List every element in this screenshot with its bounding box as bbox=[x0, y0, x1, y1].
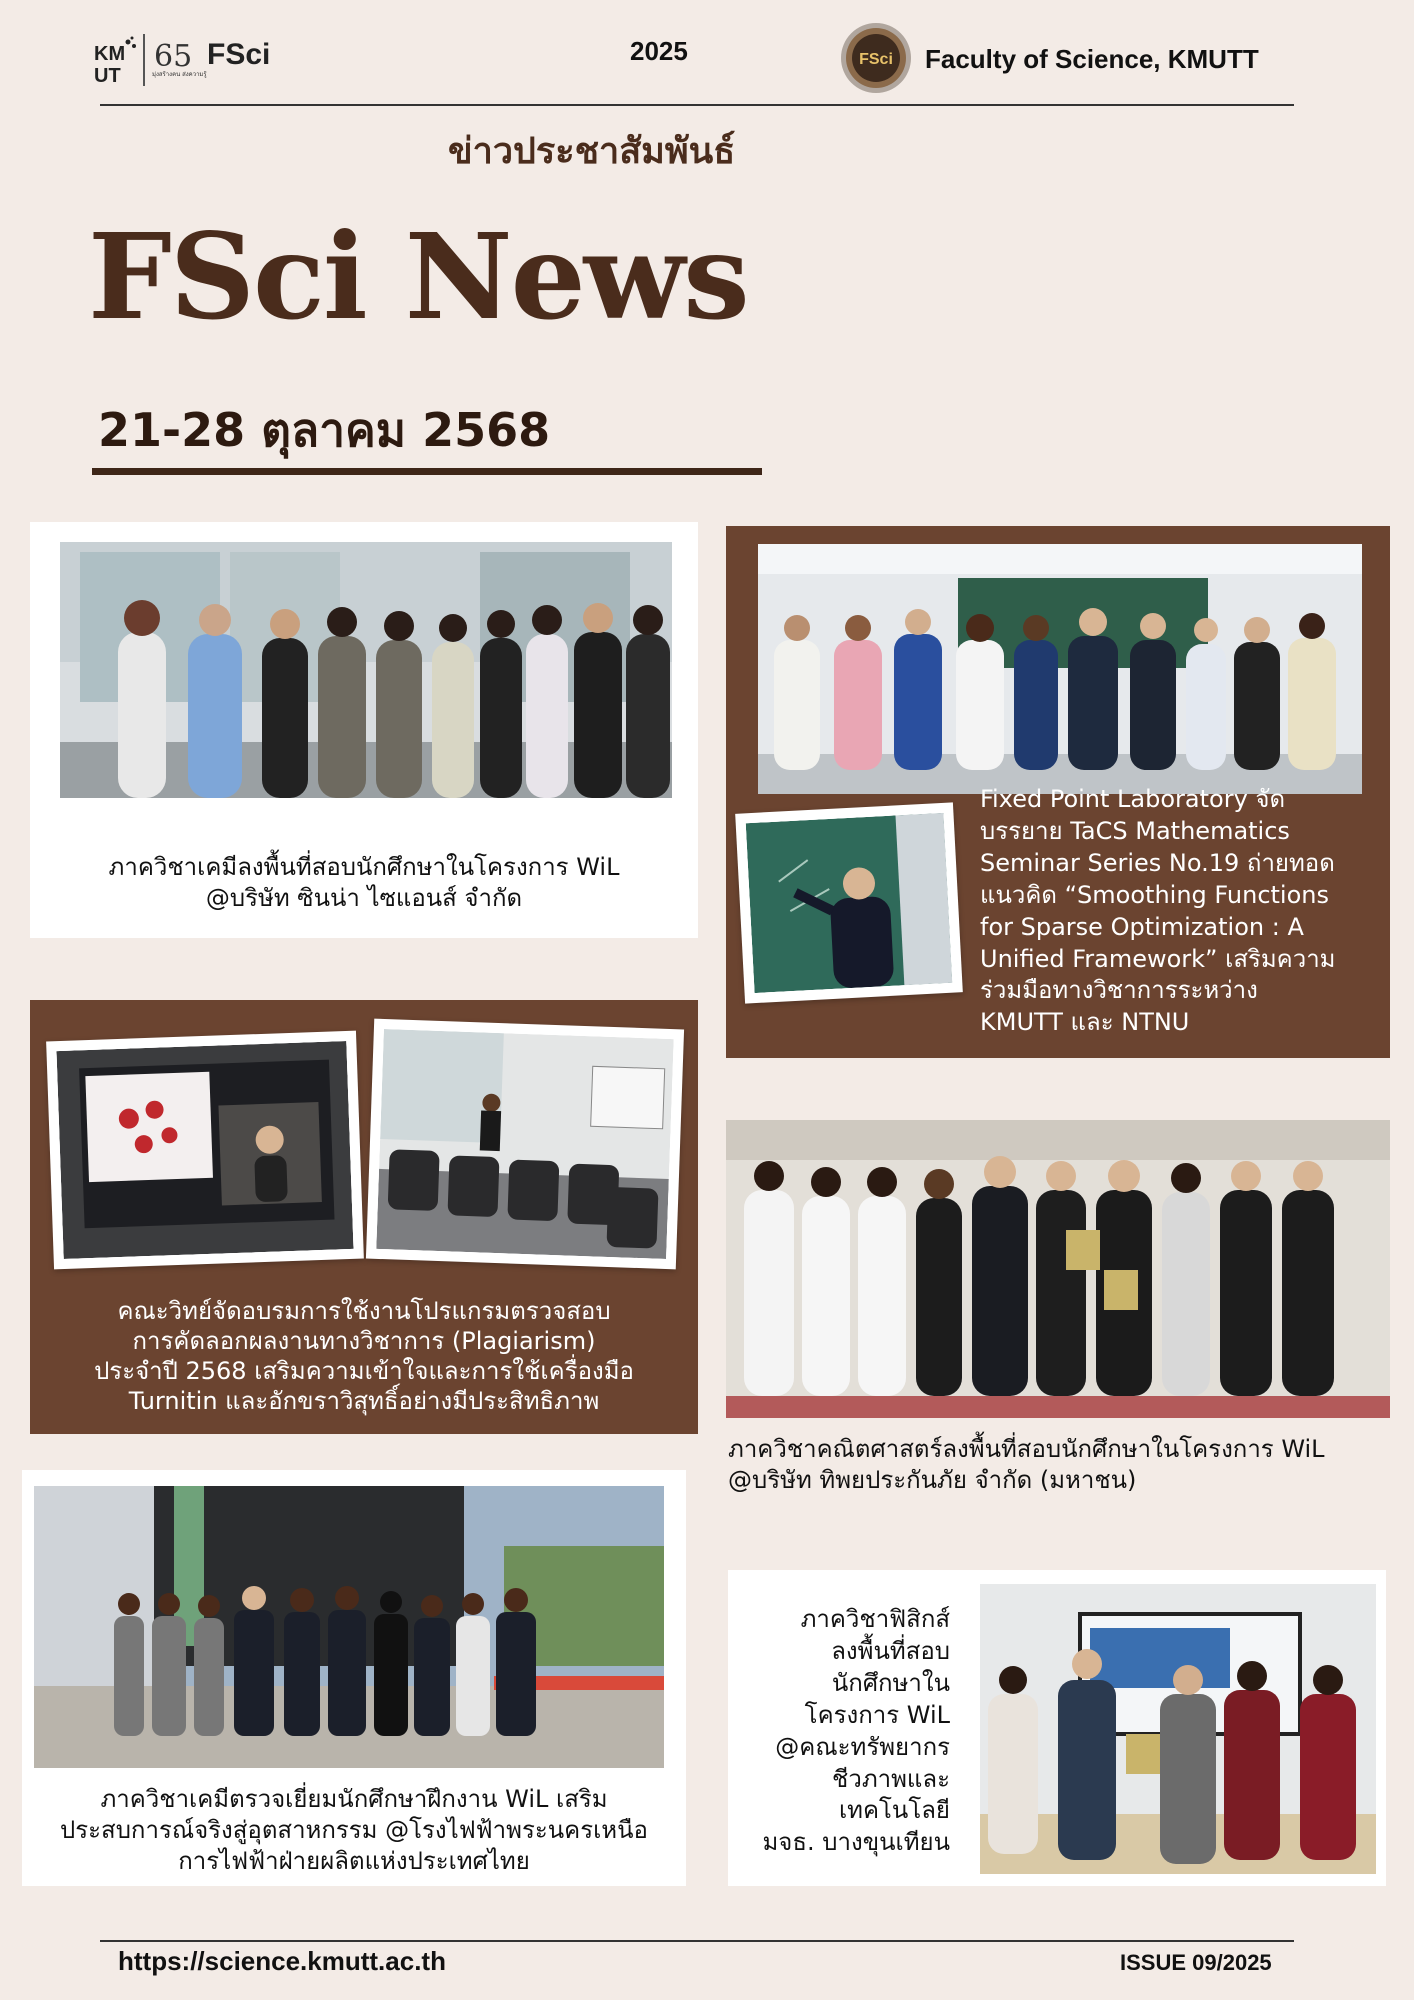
date-underline bbox=[92, 468, 762, 475]
story-card-plagiarism-training[interactable] bbox=[30, 1000, 698, 1434]
classroom-photo bbox=[376, 1029, 674, 1259]
story-caption: ภาควิชาเคมีตรวจเยี่ยมนักศึกษาฝึกงาน WiL เสริม ประสบการณ์จริงสู่อุตสาหกรรม @โรงไฟฟ้าพระนครเหนือ การไฟฟ้าฝ่ายผลิตแห่งประเทศไทย bbox=[60, 1785, 648, 1876]
svg-text:KM: KM bbox=[94, 43, 126, 65]
story-caption: ภาควิชาเคมีลงพื้นที่สอบนักศึกษาในโครงการ WiL @บริษัท ซินน่า ไซแอนส์ จำกัด bbox=[108, 853, 620, 913]
anniversary-65-logo bbox=[152, 30, 207, 90]
fsci-logo-text: FSci bbox=[207, 38, 271, 71]
math-wil-caption: ภาควิชาคณิตศาสตร์ลงพื้นที่สอบนักศึกษาในโครงการ WiL @บริษัท ทิพยประกันภัย จำกัด (มหาชน) bbox=[728, 1435, 1325, 1495]
story-card-chemistry-wil[interactable] bbox=[30, 522, 698, 938]
year: 2025 bbox=[630, 36, 688, 66]
math-wil-group-photo[interactable] bbox=[726, 1120, 1390, 1418]
header bbox=[0, 0, 1414, 110]
issue-date: 21-28 ตุลาคม 2568 bbox=[98, 403, 551, 457]
story-card-chemistry-egat[interactable] bbox=[22, 1470, 686, 1886]
story-caption: ภาควิชาฟิสิกส์ ลงพื้นที่สอบ นักศึกษาใน โครงการ WiL @คณะทรัพยากร ชีวภาพและ เทคโนโลยี มจธ. บางขุนเทียน bbox=[762, 1605, 950, 1857]
physics-group-photo bbox=[980, 1584, 1376, 1874]
website-link[interactable]: https://science.kmutt.ac.th bbox=[118, 1946, 446, 1976]
story-caption: คณะวิทย์จัดอบรมการใช้งานโปรแกรมตรวจสอบ การคัดลอกผลงานทางวิชาการ (Plagiarism) ประจำปี 2568 เสริมความเข้าใจและการใช้เครื่องมือ Turnitin และอักขราวิสุทธิ์อย่างมีประสิทธิภาพ bbox=[94, 1297, 634, 1415]
story-card-physics-wil[interactable] bbox=[728, 1570, 1386, 1886]
seminar-group-photo bbox=[758, 544, 1362, 794]
logo-divider bbox=[143, 34, 145, 86]
screen-polaroid bbox=[46, 1031, 364, 1270]
speaker-polaroid bbox=[735, 802, 963, 1003]
kicker: ข่าวประชาสัมพันธ์ bbox=[448, 131, 736, 172]
story-caption: Fixed Point Laboratory จัด บรรยาย TaCS Mathematics Seminar Series No.19 ถ่ายทอด แนวคิด “Smoothing Functions for Sparse Optimization : A Unified Framework” เสริมความ ร่วมมือทางวิชาการระหว่าง KMUTT และ NTNU bbox=[980, 785, 1336, 1037]
header-rule bbox=[100, 104, 1294, 106]
page-title: FSci News bbox=[88, 207, 748, 346]
story-card-fixed-point-lab[interactable] bbox=[726, 526, 1390, 1058]
svg-text:UT: UT bbox=[94, 65, 121, 86]
speaker-photo bbox=[746, 813, 953, 993]
logo-subtext: มุ่งสร้างคน ส่งความรู้ bbox=[152, 71, 207, 78]
classroom-polaroid bbox=[366, 1019, 684, 1270]
faculty-name: Faculty of Science, KMUTT bbox=[925, 44, 1259, 74]
online-session-photo bbox=[56, 1041, 353, 1259]
kmutt-logo bbox=[92, 34, 138, 86]
group-photo-lab bbox=[60, 542, 672, 798]
svg-text:65: 65 bbox=[154, 39, 193, 74]
footer-rule bbox=[100, 1940, 1294, 1942]
issue-number: ISSUE 09/2025 bbox=[1120, 1950, 1272, 1975]
power-plant-group-photo bbox=[34, 1486, 664, 1768]
fsci-emblem bbox=[840, 22, 912, 94]
svg-text:FSci: FSci bbox=[859, 51, 893, 68]
